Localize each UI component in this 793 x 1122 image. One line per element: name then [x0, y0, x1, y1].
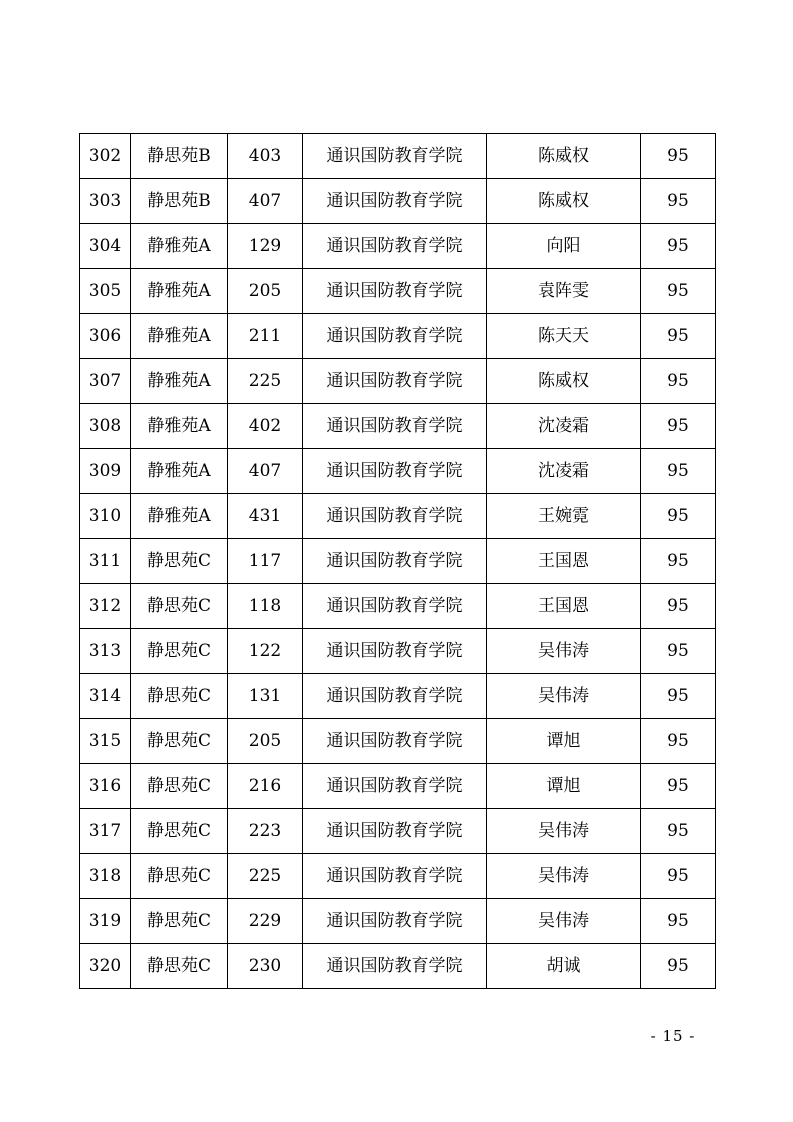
table-row [80, 494, 716, 539]
college-cell: 通识国防教育学院 [303, 269, 487, 314]
college-cell: 通识国防教育学院 [303, 449, 487, 494]
college-cell: 通识国防教育学院 [303, 854, 487, 899]
room-cell: 403 [228, 134, 303, 179]
score-cell: 95 [641, 179, 716, 224]
score-cell: 95 [641, 764, 716, 809]
table-body [80, 134, 716, 989]
room-cell: 117 [228, 539, 303, 584]
college-cell: 通识国防教育学院 [303, 314, 487, 359]
room-cell: 229 [228, 899, 303, 944]
table-row [80, 809, 716, 854]
room-cell: 225 [228, 359, 303, 404]
counselor-cell: 王国恩 [487, 539, 641, 584]
score-cell: 95 [641, 449, 716, 494]
row-index-cell: 303 [80, 179, 131, 224]
college-cell: 通识国防教育学院 [303, 764, 487, 809]
counselor-cell: 胡诚 [487, 944, 641, 989]
score-cell: 95 [641, 854, 716, 899]
row-index-cell: 309 [80, 449, 131, 494]
counselor-cell: 谭旭 [487, 764, 641, 809]
room-cell: 407 [228, 449, 303, 494]
counselor-cell: 陈威权 [487, 359, 641, 404]
building-cell: 静思苑B [131, 134, 228, 179]
building-cell: 静思苑C [131, 809, 228, 854]
college-cell: 通识国防教育学院 [303, 674, 487, 719]
row-index-cell: 302 [80, 134, 131, 179]
dormitory-score-table [79, 133, 716, 989]
counselor-cell: 沈凌霜 [487, 449, 641, 494]
counselor-cell: 吴伟涛 [487, 629, 641, 674]
building-cell: 静思苑B [131, 179, 228, 224]
row-index-cell: 304 [80, 224, 131, 269]
building-cell: 静雅苑A [131, 449, 228, 494]
counselor-cell: 陈天天 [487, 314, 641, 359]
table-row [80, 179, 716, 224]
table-row [80, 224, 716, 269]
counselor-cell: 吴伟涛 [487, 674, 641, 719]
row-index-cell: 307 [80, 359, 131, 404]
room-cell: 205 [228, 719, 303, 764]
score-cell: 95 [641, 899, 716, 944]
row-index-cell: 305 [80, 269, 131, 314]
college-cell: 通识国防教育学院 [303, 899, 487, 944]
college-cell: 通识国防教育学院 [303, 539, 487, 584]
building-cell: 静雅苑A [131, 269, 228, 314]
table-row [80, 269, 716, 314]
building-cell: 静思苑C [131, 944, 228, 989]
building-cell: 静思苑C [131, 719, 228, 764]
table-row [80, 539, 716, 584]
table-row [80, 359, 716, 404]
row-index-cell: 308 [80, 404, 131, 449]
building-cell: 静雅苑A [131, 494, 228, 539]
row-index-cell: 319 [80, 899, 131, 944]
table-row [80, 629, 716, 674]
table-row [80, 854, 716, 899]
college-cell: 通识国防教育学院 [303, 944, 487, 989]
counselor-cell: 袁阵雯 [487, 269, 641, 314]
score-cell: 95 [641, 494, 716, 539]
building-cell: 静雅苑A [131, 224, 228, 269]
room-cell: 402 [228, 404, 303, 449]
counselor-cell: 吴伟涛 [487, 899, 641, 944]
college-cell: 通识国防教育学院 [303, 404, 487, 449]
table-row [80, 449, 716, 494]
counselor-cell: 吴伟涛 [487, 809, 641, 854]
row-index-cell: 313 [80, 629, 131, 674]
score-cell: 95 [641, 944, 716, 989]
counselor-cell: 向阳 [487, 224, 641, 269]
building-cell: 静思苑C [131, 674, 228, 719]
score-cell: 95 [641, 719, 716, 764]
row-index-cell: 316 [80, 764, 131, 809]
score-cell: 95 [641, 224, 716, 269]
room-cell: 211 [228, 314, 303, 359]
score-cell: 95 [641, 809, 716, 854]
room-cell: 230 [228, 944, 303, 989]
room-cell: 216 [228, 764, 303, 809]
row-index-cell: 306 [80, 314, 131, 359]
table-row [80, 764, 716, 809]
table-row [80, 134, 716, 179]
score-cell: 95 [641, 359, 716, 404]
room-cell: 122 [228, 629, 303, 674]
score-cell: 95 [641, 674, 716, 719]
row-index-cell: 318 [80, 854, 131, 899]
table-row [80, 944, 716, 989]
room-cell: 225 [228, 854, 303, 899]
room-cell: 129 [228, 224, 303, 269]
college-cell: 通识国防教育学院 [303, 629, 487, 674]
counselor-cell: 沈凌霜 [487, 404, 641, 449]
college-cell: 通识国防教育学院 [303, 134, 487, 179]
college-cell: 通识国防教育学院 [303, 359, 487, 404]
building-cell: 静雅苑A [131, 314, 228, 359]
college-cell: 通识国防教育学院 [303, 179, 487, 224]
table-row [80, 584, 716, 629]
score-cell: 95 [641, 314, 716, 359]
score-cell: 95 [641, 134, 716, 179]
building-cell: 静思苑C [131, 584, 228, 629]
score-cell: 95 [641, 404, 716, 449]
counselor-cell: 王国恩 [487, 584, 641, 629]
row-index-cell: 314 [80, 674, 131, 719]
counselor-cell: 王婉霓 [487, 494, 641, 539]
college-cell: 通识国防教育学院 [303, 224, 487, 269]
row-index-cell: 311 [80, 539, 131, 584]
table-row [80, 719, 716, 764]
room-cell: 407 [228, 179, 303, 224]
building-cell: 静思苑C [131, 764, 228, 809]
counselor-cell: 吴伟涛 [487, 854, 641, 899]
college-cell: 通识国防教育学院 [303, 494, 487, 539]
room-cell: 131 [228, 674, 303, 719]
table-row [80, 404, 716, 449]
building-cell: 静思苑C [131, 854, 228, 899]
counselor-cell: 陈威权 [487, 179, 641, 224]
building-cell: 静思苑C [131, 539, 228, 584]
room-cell: 118 [228, 584, 303, 629]
room-cell: 431 [228, 494, 303, 539]
row-index-cell: 315 [80, 719, 131, 764]
row-index-cell: 312 [80, 584, 131, 629]
building-cell: 静雅苑A [131, 359, 228, 404]
row-index-cell: 310 [80, 494, 131, 539]
college-cell: 通识国防教育学院 [303, 584, 487, 629]
row-index-cell: 317 [80, 809, 131, 854]
row-index-cell: 320 [80, 944, 131, 989]
college-cell: 通识国防教育学院 [303, 719, 487, 764]
score-cell: 95 [641, 584, 716, 629]
score-cell: 95 [641, 539, 716, 584]
table-row [80, 674, 716, 719]
building-cell: 静思苑C [131, 899, 228, 944]
building-cell: 静雅苑A [131, 404, 228, 449]
college-cell: 通识国防教育学院 [303, 809, 487, 854]
counselor-cell: 谭旭 [487, 719, 641, 764]
room-cell: 205 [228, 269, 303, 314]
building-cell: 静思苑C [131, 629, 228, 674]
page-number: - 15 - [650, 1027, 696, 1045]
table-row [80, 314, 716, 359]
counselor-cell: 陈威权 [487, 134, 641, 179]
score-cell: 95 [641, 269, 716, 314]
room-cell: 223 [228, 809, 303, 854]
table-row [80, 899, 716, 944]
score-cell: 95 [641, 629, 716, 674]
